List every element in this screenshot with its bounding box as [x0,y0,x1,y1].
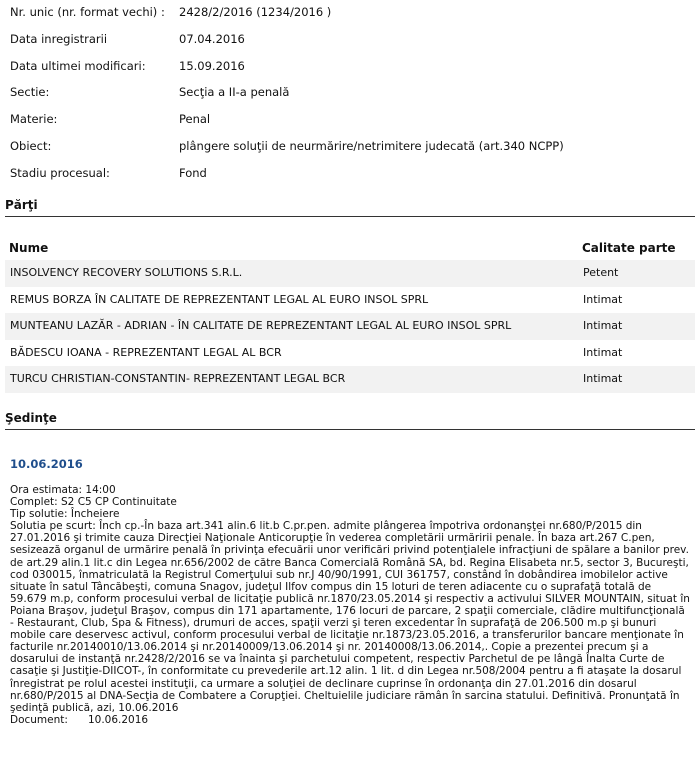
info-label: Data inregistrarii [10,31,108,46]
party-name: REMUS BORZA ÎN CALITATE DE REPREZENTANT LEGAL AL EURO INSOL SPRL [10,292,429,306]
hearing-complet: Complet: S2 C5 CP Continuitate [10,496,177,509]
info-row-nr-unic [10,4,690,31]
info-label: Data ultimei modificari: [10,58,146,73]
info-label: Stadiu procesual: [10,165,110,180]
info-label: Sectie: [10,85,50,100]
info-value: 15.09.2016 [179,58,245,73]
info-label: Nr. unic (nr. format vechi) : [10,5,165,19]
party-role: Petent [583,266,619,279]
party-name: INSOLVENCY RECOVERY SOLUTIONS S.R.L. [10,266,243,279]
party-role: Intimat [583,319,623,333]
parties-header-row [5,236,695,260]
info-value: plângere soluţii de neurmărire/netrimitere judecată (art.340 NCPP) [179,138,564,153]
info-label: Obiect: [10,138,52,153]
party-row [5,260,695,287]
info-row-obiect [10,138,690,165]
hearing-details [10,484,690,726]
hearing-solutie: Solutia pe scurt: Înch cp.-În baza art.341 alin.6 lit.b C.pr.pen. admite plângerea împotriva ordonanşţei nr.680/P/2015 din 27.01.2016 şi trimite cauza Direcţiei Naţionale Anticorupţie în vederea completării urmăririi penale. În baza art.267 C.pen, sesizează organul de urmărire penală în privinţa efecuării unor verificări privind potenţialele infracţiuni de spălare a banilor prev. de art.29 alin.1 lit.c din Legea nr.656/2002 de către Banca Comercială Română SA, bd. Regina Elisabeta nr.5, sector 3, Bucureşti, cod 030015, înmatriculată la Registrul Comerţului sub nr.J 40/90/1991, CUI 361757, constând în dobândirea imobilelor active situate în satul Tâncăbeşti, comuna Snagov, judeţul Ilfov compus din 15 loturi de teren adiacente cu o suprafaţă totală de 59.679 m.p, conform procesului verbal de licitaţie publică nr.1870/23.05.2014 şi respectiv a activului SILVER MOUNTAIN, situat în Poiana Braşov, judeţul Braşov, compus din 171 apartamente, 176 locuri de parcare, 2 spaţii comerciale, clădire multifuncţională - Restaurant, Club, Spa & Fitness), drumuri de acces, spaţii verzi şi teren excedentar în suprafaţă de 206.500 m.p şi bunuri mobile care deservesc activul, conform procesului verbal de licitaţie nr.1873/23.05.2016, a transferurilor bancare menţionate în facturile nr.20140010/13.06.2014 şi nr.20140009/13.06.2014 şi nr. 20140008/13.06.2014,. Copie a prezentei precum şi a dosarului de instanţă nr.2428/2/2016 se va înainta şi parchetului competent, respectiv Parchetul de pe lângă Înalta Curte de casaţie şi Justiţie-DIICOT-, în conformitate cu prevederile art.12 alin. 1 lit. d din Legea nr.508/2004 pentru a fi ataşate la dosarul înregistrat pe rolul acestei instituţii, ca urmare a soluţiei de declinare cuprinse în ordonanţa din 27.01.2016 din dosarul nr.680/P/2015 al DNA-Secţia de Combatere a Corupţiei. Cheltuielile judiciare rămân în sarcina statului. Definitivă. Pronunţată în şedinţă publică, azi, 10.06.2016 [10,520,690,714]
party-role: Intimat [583,345,623,359]
party-role: Intimat [583,292,623,306]
info-value: Secţia a II-a penală [179,85,290,100]
hearing-date: 10.06.2016 [10,457,83,471]
party-row [5,340,695,367]
parties-section-title: Părţi [5,198,38,212]
hearing-ora: Ora estimata: 14:00 [10,484,116,496]
hearing-tip-solutie: Tip solutie: Încheiere [10,508,120,521]
hearing-document: Document: 10.06.2016 [10,713,149,726]
party-row [5,313,695,340]
hearings-divider [5,429,695,430]
hearings-section-title: Şedinţe [5,411,57,425]
header-role: Calitate parte [582,241,676,255]
info-value: 07.04.2016 [179,31,245,46]
parties-table [5,236,695,393]
info-row-stadiu [10,165,690,192]
party-name: MUNTEANU LAZĂR - ADRIAN - ÎN CALITATE DE REPREZENTANT LEGAL AL EURO INSOL SPRL [10,319,512,333]
info-value: Fond [179,165,207,180]
parties-divider [5,216,695,217]
party-row [5,366,695,393]
info-value: Penal [179,112,211,127]
case-info [10,4,690,192]
info-row-materie [10,111,690,138]
party-role: Intimat [583,372,623,386]
party-name: TURCU CHRISTIAN-CONSTANTIN- REPREZENTANT LEGAL BCR [10,372,346,386]
info-row-data-inregistrarii [10,31,690,58]
info-value: 2428/2/2016 (1234/2016 ) [179,5,332,19]
info-label: Materie: [10,112,58,127]
info-row-data-modificari [10,58,690,85]
info-row-sectie [10,84,690,111]
header-name: Nume [9,241,49,255]
party-name: BĂDESCU IOANA - REPREZENTANT LEGAL AL BCR [10,345,282,359]
party-row [5,287,695,314]
